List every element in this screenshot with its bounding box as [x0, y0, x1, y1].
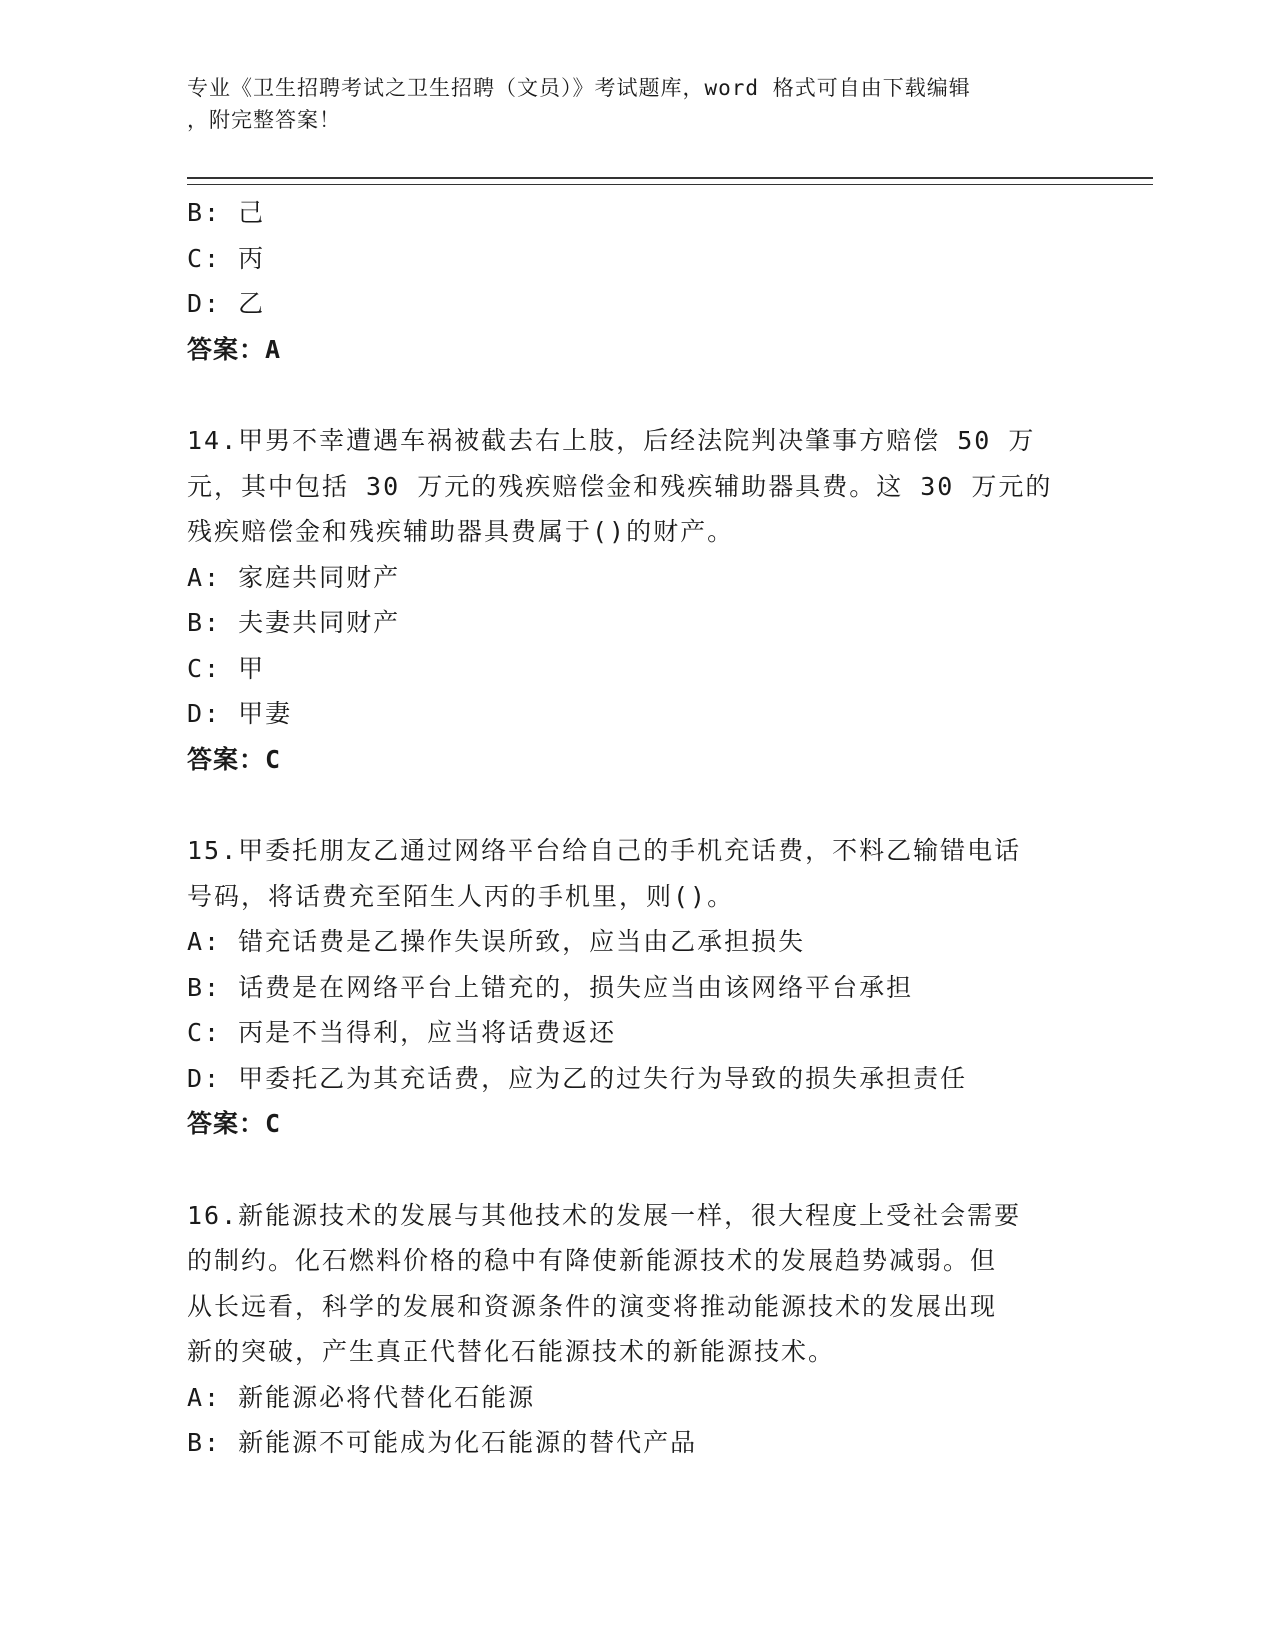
option-b: B: 话费是在网络平台上错充的，损失应当由该网络平台承担	[187, 972, 914, 1002]
question-text: 15.甲委托朋友乙通过网络平台给自己的手机充话费，不料乙输错电话	[187, 836, 1022, 865]
option-a: A: 新能源必将代替化石能源	[187, 1382, 536, 1412]
question-text: 元，其中包括 30 万元的残疾赔偿金和残疾辅助器具费。这 30 万元的	[187, 471, 1053, 501]
question-text: 号码，将话费充至陌生人丙的手机里，则()。	[187, 881, 735, 911]
answer: 答案：A	[187, 334, 282, 364]
header-line-2: ，附完整答案！	[187, 108, 341, 132]
option-d: D: 甲委托乙为其充话费，应为乙的过失行为导致的损失承担责任	[187, 1063, 968, 1093]
option-b: B: 新能源不可能成为化石能源的替代产品	[187, 1428, 698, 1457]
option-c: C: 丙是不当得利，应当将话费返还	[187, 1018, 617, 1047]
option-a: A: 家庭共同财产	[187, 562, 401, 592]
option-b: B: 夫妻共同财产	[187, 608, 401, 637]
question-13-tail	[187, 190, 1087, 372]
question-list	[187, 190, 1087, 1466]
question-15	[187, 828, 1087, 1147]
option-c: C: 甲	[187, 653, 266, 683]
option-c: C: 丙	[187, 243, 266, 273]
question-text: 14.甲男不幸遭遇车祸被截去右上肢，后经法院判决肇事方赔偿 50 万	[187, 426, 1036, 455]
option-d: D: 乙	[187, 289, 266, 318]
option-b: B: 己	[187, 198, 266, 227]
question-text: 从长远看，科学的发展和资源条件的演变将推动能源技术的发展出现	[187, 1291, 998, 1321]
option-a: A: 错充话费是乙操作失误所致，应当由乙承担损失	[187, 927, 806, 956]
header-divider	[187, 177, 1153, 185]
question-14	[187, 418, 1087, 782]
answer: 答案：C	[187, 1109, 282, 1138]
question-16	[187, 1193, 1087, 1466]
option-d: D: 甲妻	[187, 699, 293, 728]
answer: 答案：C	[187, 744, 282, 774]
document-header	[187, 72, 1067, 136]
header-line-1: 专业《卫生招聘考试之卫生招聘（文员）》考试题库，word 格式可自由下载编辑	[187, 76, 971, 100]
question-text: 残疾赔偿金和残疾辅助器具费属于()的财产。	[187, 517, 735, 546]
question-text: 新的突破，产生真正代替化石能源技术的新能源技术。	[187, 1337, 836, 1366]
question-text: 16.新能源技术的发展与其他技术的发展一样，很大程度上受社会需要	[187, 1200, 1022, 1230]
question-text: 的制约。化石燃料价格的稳中有降使新能源技术的发展趋势减弱。但	[187, 1246, 998, 1275]
